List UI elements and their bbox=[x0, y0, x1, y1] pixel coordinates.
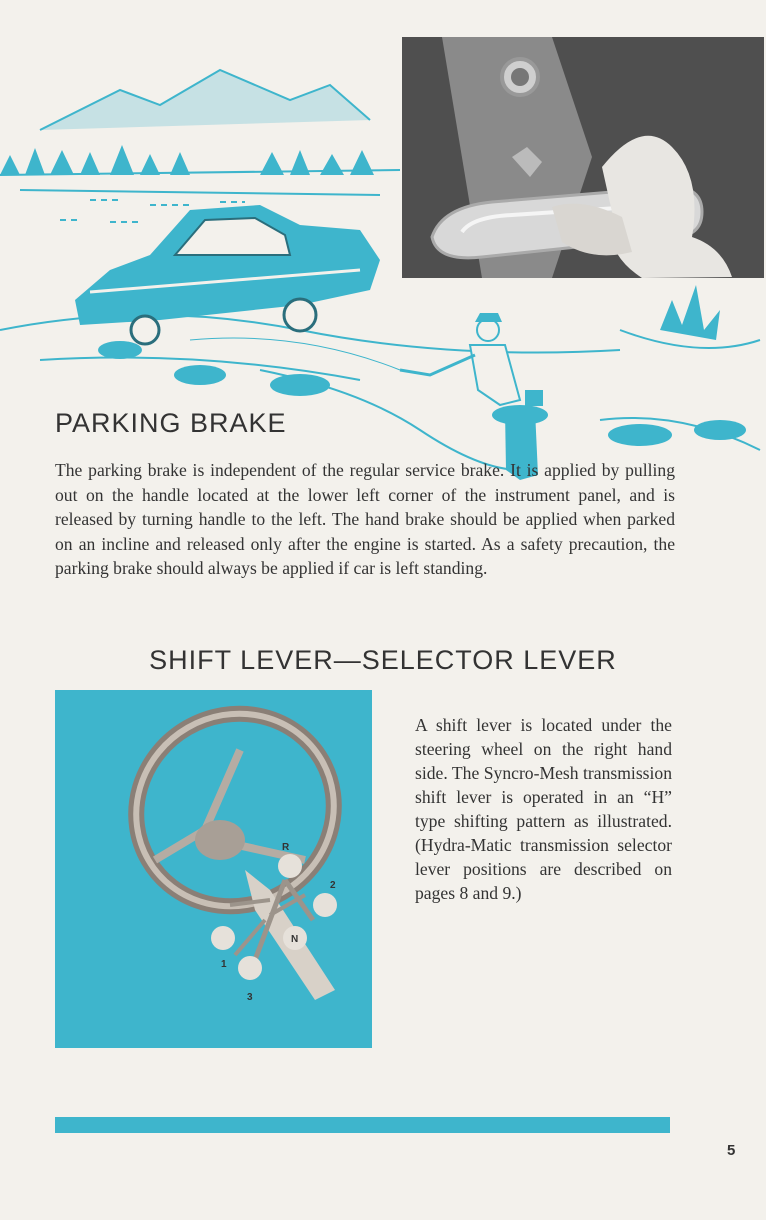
shift-lever-illustration bbox=[55, 690, 372, 1048]
bottom-rule bbox=[55, 1117, 670, 1133]
car-illustration bbox=[75, 205, 380, 344]
steering-wheel-image bbox=[55, 690, 372, 1048]
fisherman-illustration bbox=[190, 313, 543, 480]
position-label-neutral: N bbox=[291, 934, 299, 945]
position-label-reverse: R bbox=[282, 842, 290, 853]
parking-brake-text: The parking brake is independent of the regular service brake. It is applied by pulling out on the handle located at the lower left corner of the instrument panel, and is released by turning handle to the left. The hand brake should be applied when parked on an incline and released only after the engine is started. As a safety precaution, the parking brake should always be applied if car is left standing. bbox=[55, 460, 675, 578]
parking-brake-handle-image bbox=[402, 37, 764, 278]
position-label-third: 3 bbox=[247, 992, 253, 1003]
position-label-first: 1 bbox=[221, 959, 227, 970]
shift-lever-text: A shift lever is located under the steering wheel on the right hand side. The Syncro-Mesh transmission shift lever is operated in an “H” type shifting pattern as illustrated. (Hydra-Matic transmission selector lever positions are described on pages 8 and 9.) bbox=[415, 715, 672, 903]
position-label-second: 2 bbox=[330, 880, 336, 891]
parking-brake-photo bbox=[402, 37, 764, 278]
shift-lever-heading: SHIFT LEVER—SELECTOR LEVER bbox=[149, 645, 617, 675]
parking-brake-heading: PARKING BRAKE bbox=[55, 408, 287, 438]
page-number: 5 bbox=[727, 1142, 736, 1159]
